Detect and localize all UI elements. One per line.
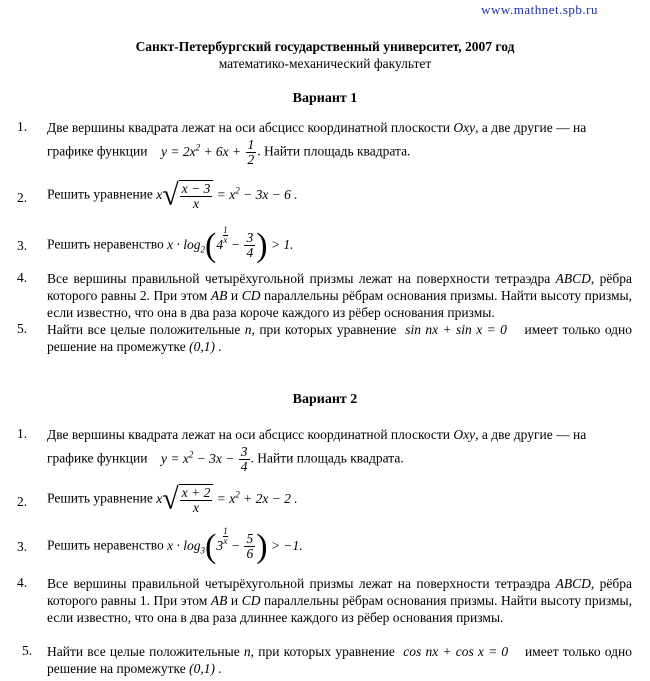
formula: x√ $\frac{x - 3}{x}$ = $x^2 - 3x - 6$ . <box>156 178 298 212</box>
site-link[interactable]: www.mathnet.spb.ru <box>481 2 598 17</box>
formula: $x \cdot \log_3(3$ $\frac{1}{x}$ − $\frac{5}{6}$ ) > −1. <box>167 526 303 565</box>
university-title: Санкт-Петербургский государственный университет, 2007 год <box>135 39 515 54</box>
formula: $y = x^2 - 3x$ − $\frac{3}{4}$ <box>160 444 248 474</box>
formula: $y = 2x^2 + 6x$ + $\frac{1}{2}$ <box>160 137 255 167</box>
variant-2-title: Вариант 2 <box>292 392 358 407</box>
faculty-title: математико-механический факультет <box>218 56 432 71</box>
formula: $x \cdot \log_2(4$ $\frac{1}{x}$ − $\frac{3}{4}$ ) > 1. <box>167 225 294 264</box>
variant-1-title: Вариант 1 <box>292 91 358 106</box>
problem-number: 1. <box>17 119 28 134</box>
formula: x√ $\frac{x + 2}{x}$ = $x^2 + 2x - 2$ . <box>156 482 298 516</box>
